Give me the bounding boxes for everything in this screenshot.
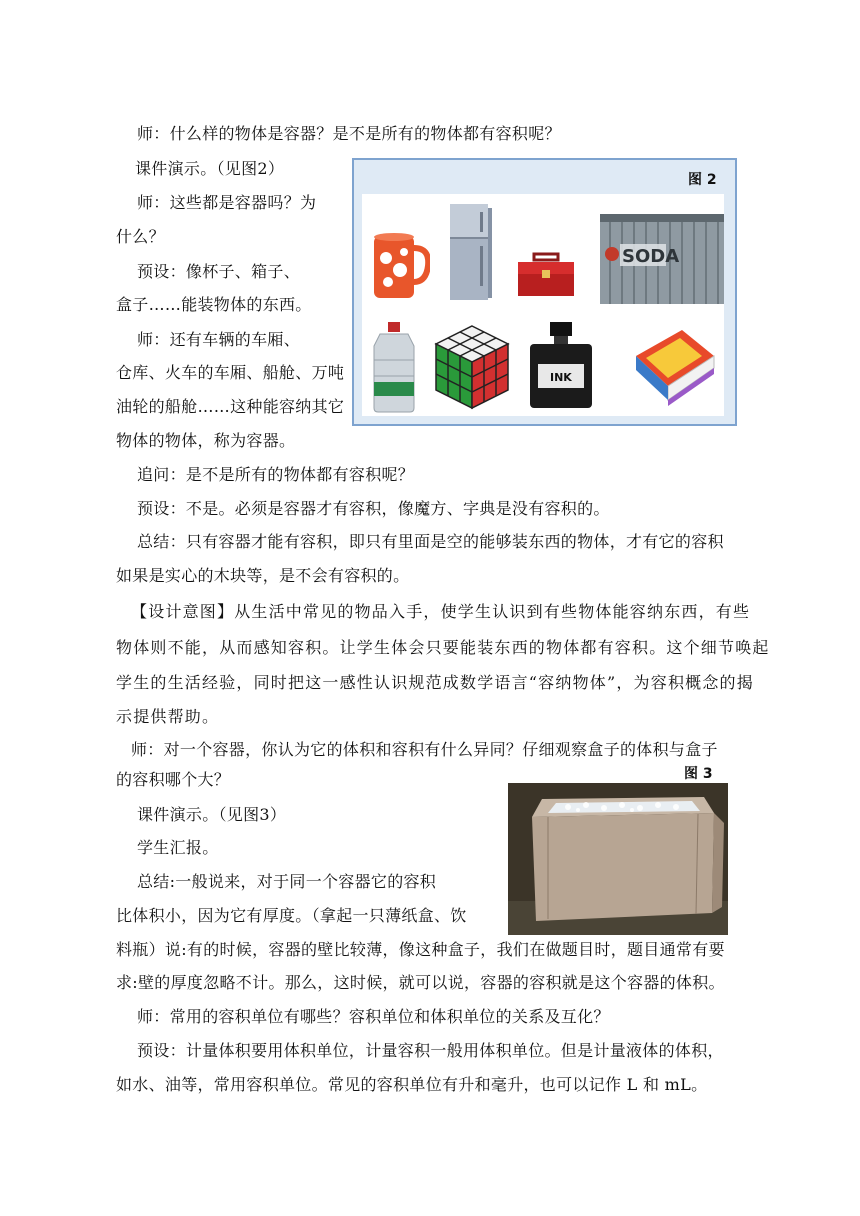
figure-2-label: 图 2 xyxy=(688,172,717,188)
text-line-11: 追问：是不是所有的物体都有容积呢？ xyxy=(137,465,415,484)
mug-image xyxy=(366,230,430,304)
container-label: SODA xyxy=(622,246,680,267)
figure-2 xyxy=(352,158,737,426)
ink-bottle-image xyxy=(524,320,598,412)
text-line-1: 师：什么样的物体是容器？是不是所有的物体都有容积呢？ xyxy=(137,124,561,143)
text-line-27: 师：常用的容积单位有哪些？容积单位和体积单位的关系及互化？ xyxy=(137,1007,610,1026)
figure-2-images xyxy=(362,194,724,416)
text-line-20: 的容积哪个大？ xyxy=(116,770,231,789)
text-line-25: 料瓶）说:有的时候，容器的壁比较薄，像这种盒子，我们在做题目时，题目通常有要 xyxy=(116,940,725,959)
text-line-8: 仓库、火车的车厢、船舱、万吨 xyxy=(116,363,345,382)
ink-label: INK xyxy=(550,371,572,384)
text-line-4: 什么？ xyxy=(116,227,165,246)
text-line-3: 师：这些都是容器吗？为 xyxy=(137,193,317,212)
refrigerator-image xyxy=(446,202,494,302)
rubiks-cube-image xyxy=(434,324,510,410)
design-intent-line-3: 学生的生活经验，同时把这一感性认识规范成数学语言“容纳物体”，为容积概念的揭 xyxy=(116,673,754,692)
text-line-6: 盒子……能装物体的东西。 xyxy=(116,295,312,314)
text-line-24: 比体积小，因为它有厚度。（拿起一只薄纸盒、饮 xyxy=(116,906,467,925)
box-image xyxy=(508,783,728,935)
text-line-12: 预设：不是。必须是容器才有容积，像魔方、字典是没有容积的。 xyxy=(137,499,610,518)
text-line-28: 预设：计量体积要用体积单位，计量容积一般用体积单位。但是计量液体的体积， xyxy=(137,1041,724,1060)
text-line-21: 课件演示。（见图3） xyxy=(137,805,287,824)
figure-3 xyxy=(508,783,728,935)
text-line-23: 总结:一般说来，对于同一个容器它的容积 xyxy=(137,872,437,891)
text-line-10: 物体的物体，称为容器。 xyxy=(116,431,296,450)
design-intent-line-1: 【设计意图】从生活中常见的物品入手，使学生认识到有些物体能容纳东西，有些 xyxy=(131,602,751,621)
dictionary-image xyxy=(632,326,718,410)
text-line-2: 课件演示。（见图2） xyxy=(135,159,285,178)
water-jug-image xyxy=(366,320,422,414)
text-line-7: 师：还有车辆的车厢、 xyxy=(137,330,301,349)
shipping-container-image xyxy=(598,212,726,306)
toolbox-image xyxy=(514,250,578,298)
text-line-9: 油轮的船舱……这种能容纳其它 xyxy=(116,397,345,416)
figure-3-label: 图 3 xyxy=(684,766,713,782)
text-line-29: 如水、油等，常用容积单位。常见的容积单位有升和毫升，也可以记作 L 和 mL。 xyxy=(116,1075,708,1094)
text-line-26: 求:壁的厚度忽略不计。那么，这时候，就可以说，容器的容积就是这个容器的体积。 xyxy=(116,973,725,992)
text-line-22: 学生汇报。 xyxy=(137,838,219,857)
text-line-13: 总结：只有容器才能有容积，即只有里面是空的能够装东西的物体，才有它的容积 xyxy=(137,532,724,551)
text-line-5: 预设：像杯子、箱子、 xyxy=(137,262,301,281)
text-line-14: 如果是实心的木块等，是不会有容积的。 xyxy=(116,566,410,585)
design-intent-line-2: 物体则不能，从而感知容积。让学生体会只要能装东西的物体都有容积。这个细节唤起 xyxy=(116,638,770,657)
design-intent-line-4: 示提供帮助。 xyxy=(116,707,220,726)
text-line-19: 师：对一个容器，你认为它的体积和容积有什么异同？仔细观察盒子的体积与盒子 xyxy=(131,740,718,759)
